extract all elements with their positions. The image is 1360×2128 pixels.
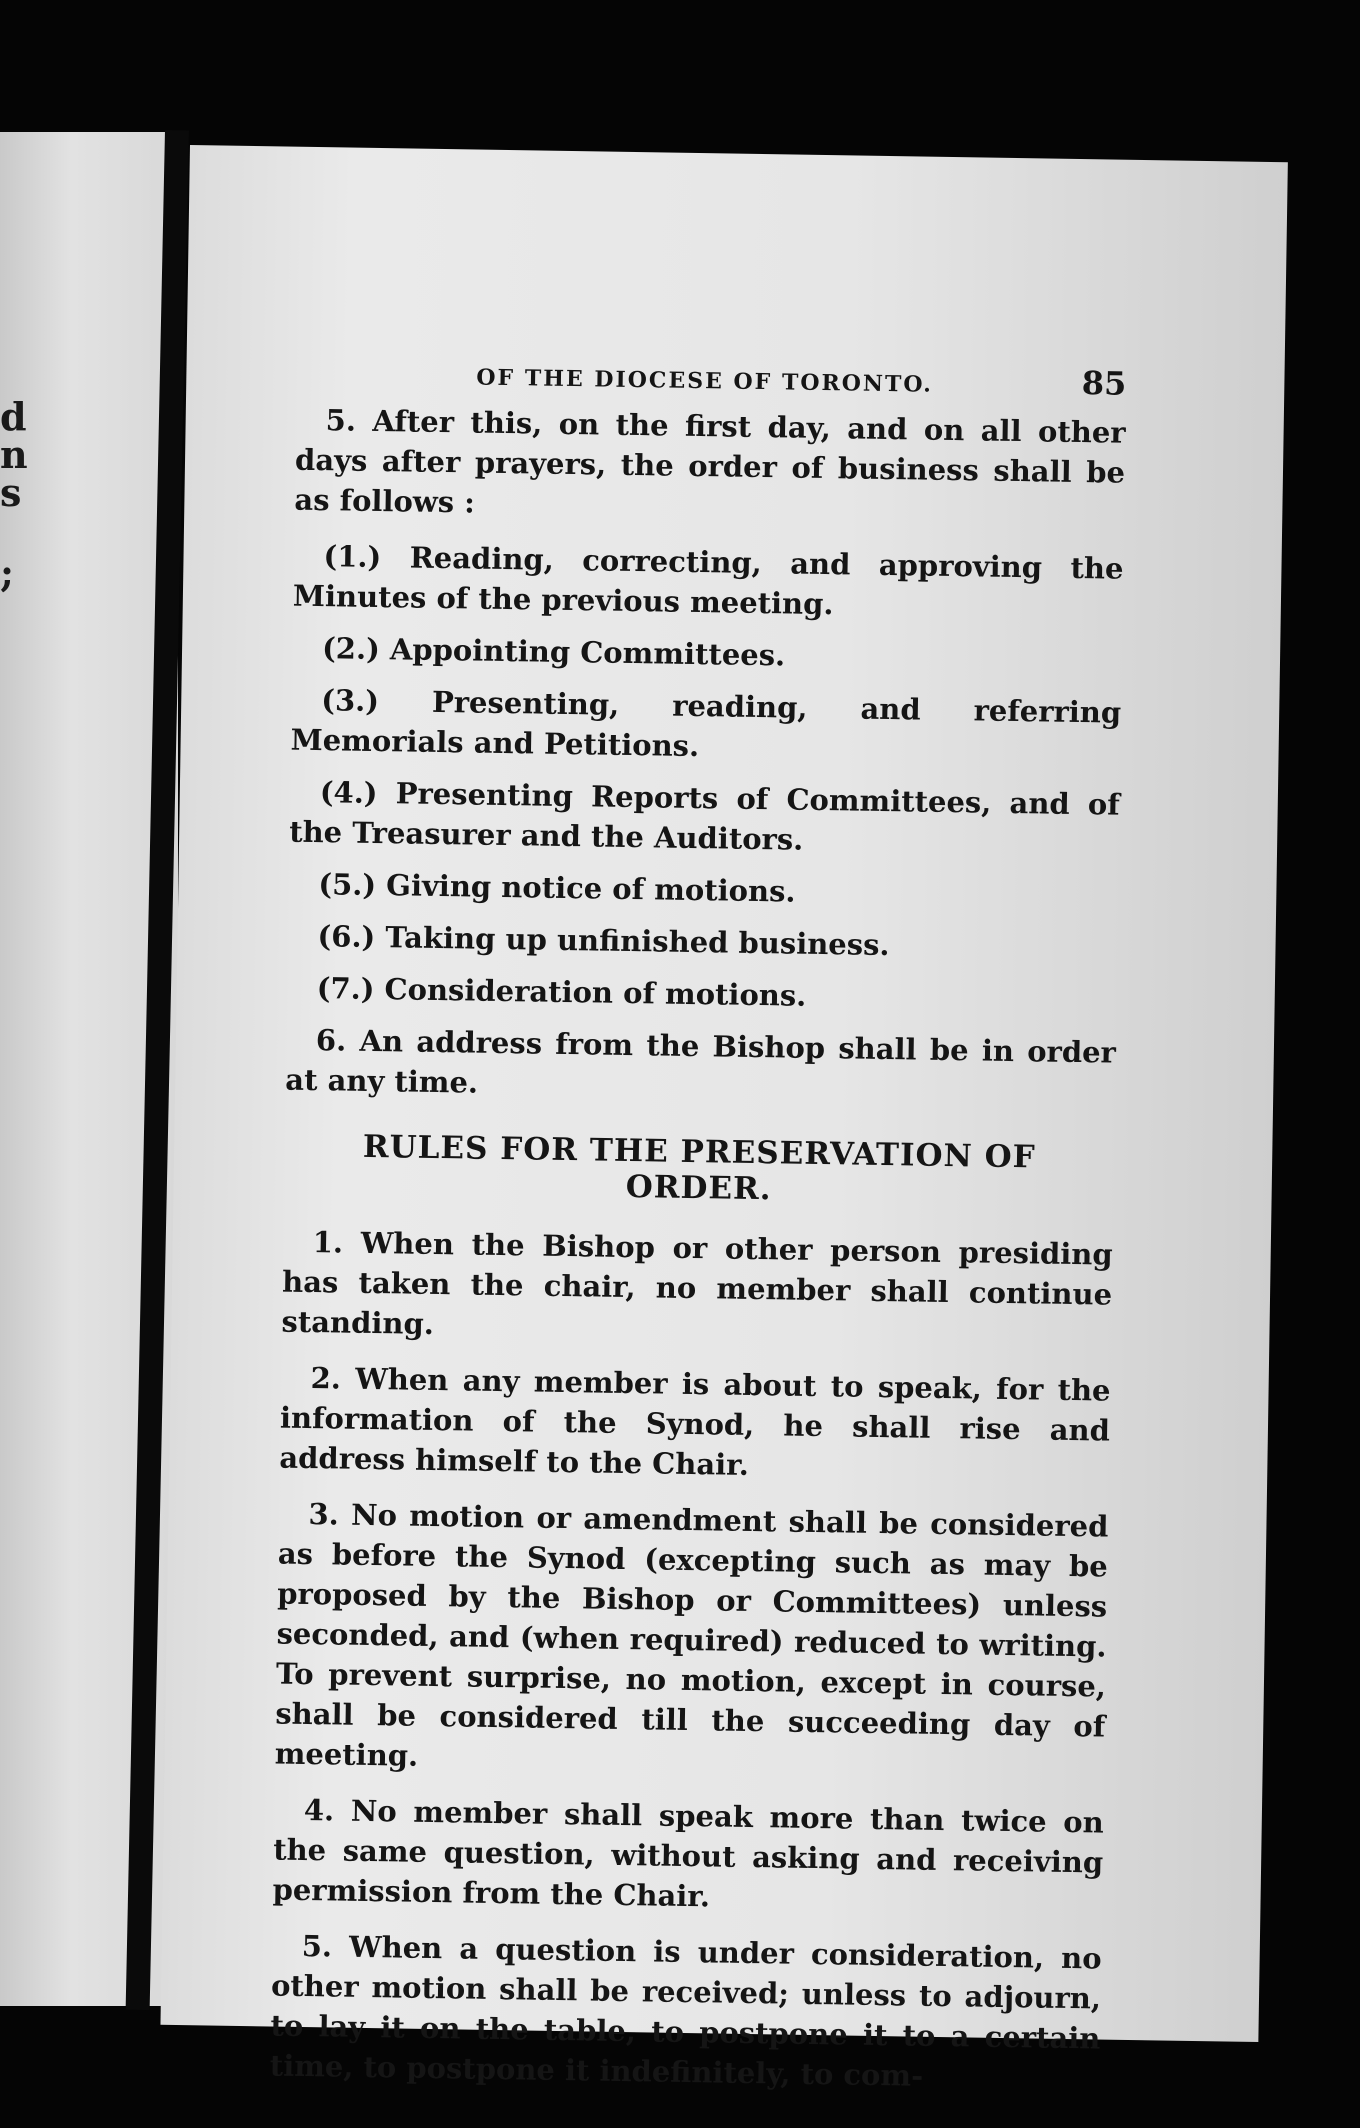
order-item: (7.) Consideration of motions. bbox=[316, 971, 807, 1013]
section-heading: RULES FOR THE PRESERVATION OF ORDER. bbox=[362, 1128, 1036, 1208]
order-item: (2.) Appointing Committees. bbox=[321, 631, 786, 673]
paragraph-6: 6. An address from the Bishop shall be in order at any time. bbox=[285, 1023, 1117, 1100]
order-item: (5.) Giving notice of motions. bbox=[318, 867, 796, 909]
rule-paragraph: 5. When a question is under consideration, no other motion shall be received; unless to adjourn, to lay it on the table, to postpone it to a certain time, to postpone it indefinitely, to com- bbox=[269, 1928, 1102, 2093]
running-head bbox=[296, 352, 1126, 403]
left-page-fragment: s bbox=[0, 470, 22, 515]
left-page-fragment: d bbox=[0, 394, 27, 439]
rule-paragraph: 4. No member shall speak more than twice on the same question, without asking and receiving permission from the Chair. bbox=[272, 1792, 1105, 1914]
left-page-fragment: ; bbox=[0, 550, 15, 595]
order-item: (3.) Presenting, reading, and referring Memorials and Petitions. bbox=[290, 683, 1122, 764]
rule-paragraph: 2. When any member is about to speak, for the information of the Synod, he shall rise and address himself to the Chair. bbox=[279, 1361, 1111, 1482]
running-title: OF THE DIOCESE OF TORONTO. bbox=[476, 364, 934, 398]
page-number: 85 bbox=[1081, 364, 1127, 403]
rule-paragraph: 1. When the Bishop or other person presiding has taken the chair, no member shall continue standing. bbox=[281, 1225, 1113, 1341]
paragraph-5: 5. After this, on the first day, and on all other days after prayers, the order of business shall be as follows : bbox=[294, 403, 1126, 520]
left-page-fragment: n bbox=[0, 432, 28, 477]
order-item: (1.) Reading, correcting, and approving the Minutes of the previous meeting. bbox=[292, 539, 1124, 622]
page-text-block bbox=[269, 352, 1126, 2115]
order-item: (4.) Presenting Reports of Committees, and of the Treasurer and the Auditors. bbox=[288, 775, 1121, 857]
order-item: (6.) Taking up unfinished business. bbox=[317, 919, 890, 963]
book-page bbox=[160, 145, 1287, 2093]
rule-paragraph: 3. No motion or amendment shall be considered as before the Synod (excepting such as may be proposed by the Bishop or Committees) unless seconded, and (when required) reduced to writing. To prevent surprise, no motion, except in course, shall be considered till the succeeding day of meeting. bbox=[274, 1497, 1109, 1773]
